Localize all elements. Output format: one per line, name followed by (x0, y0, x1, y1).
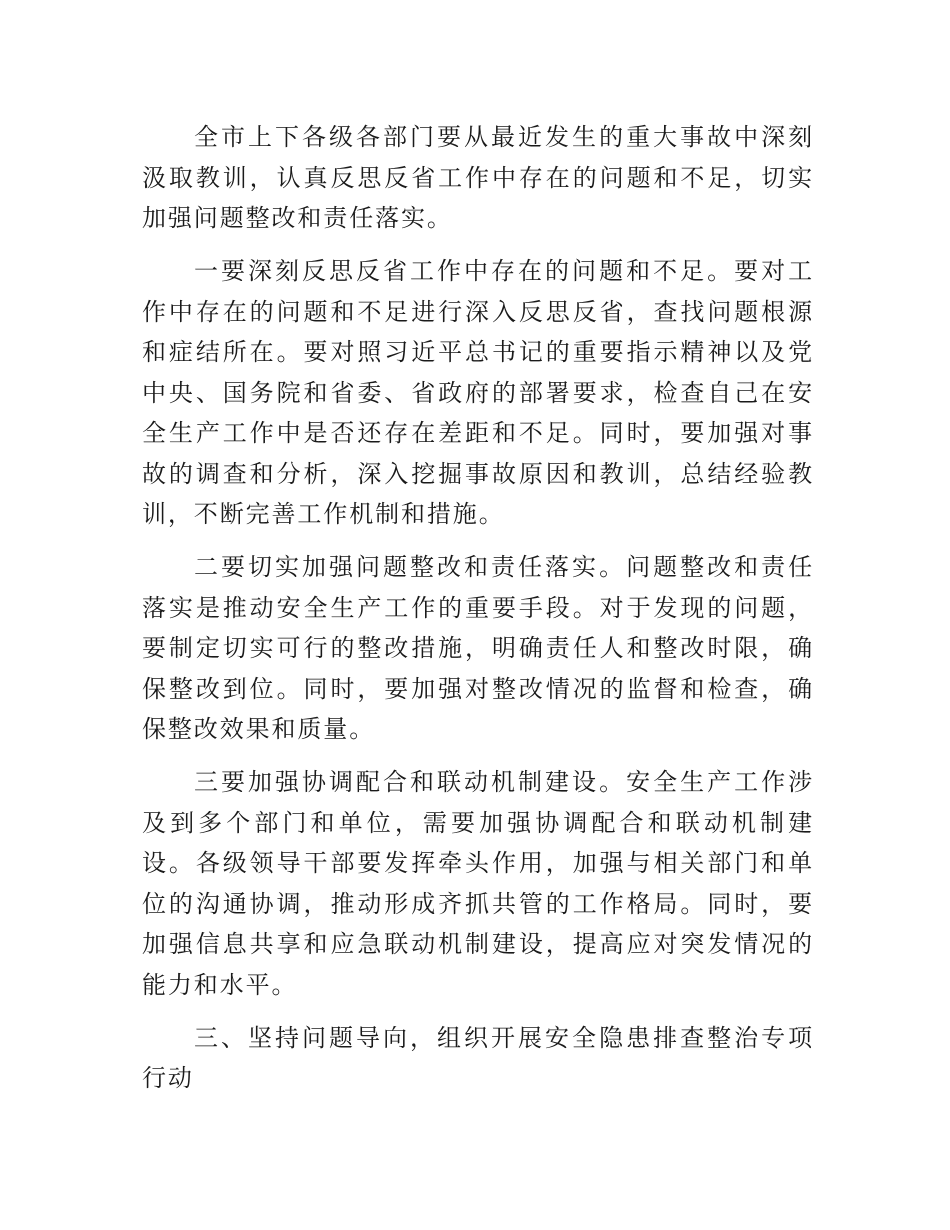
section-heading-hazard-inspection: 三、坚持问题导向，组织开展安全隐患排查整治专项行动 (142, 1023, 814, 1092)
paragraph-rectification: 二要切实加强问题整改和责任落实。问题整改和责任落实是推动安全生产工作的重要手段。对于发现的问题，要制定切实可行的整改措施，明确责任人和整改时限，确保整改到位。同时，要加强对整改情况的监督和检查，确保整改效果和质量。 (142, 553, 814, 743)
paragraph-lessons-intro: 全市上下各级各部门要从最近发生的重大事故中深刻汲取教训，认真反思反省工作中存在的问题和不足，切实加强问题整改和责任落实。 (142, 123, 814, 232)
document-body (142, 117, 814, 1111)
paragraph-coordination: 三要加强协调配合和联动机制建设。安全生产工作涉及到多个部门和单位，需要加强协调配合和联动机制建设。各级领导干部要发挥牵头作用，加强与相关部门和单位的沟通协调，推动形成齐抓共管的工作格局。同时，要加强信息共享和应急联动机制建设，提高应对突发情况的能力和水平。 (142, 768, 814, 999)
paragraph-reflection: 一要深刻反思反省工作中存在的问题和不足。要对工作中存在的问题和不足进行深入反思反省，查找问题根源和症结所在。要对照习近平总书记的重要指示精神以及党中央、国务院和省委、省政府的部署要求，检查自己在安全生产工作中是否还存在差距和不足。同时，要加强对事故的调查和分析，深入挖掘事故原因和教训，总结经验教训，不断完善工作机制和措施。 (142, 257, 814, 528)
